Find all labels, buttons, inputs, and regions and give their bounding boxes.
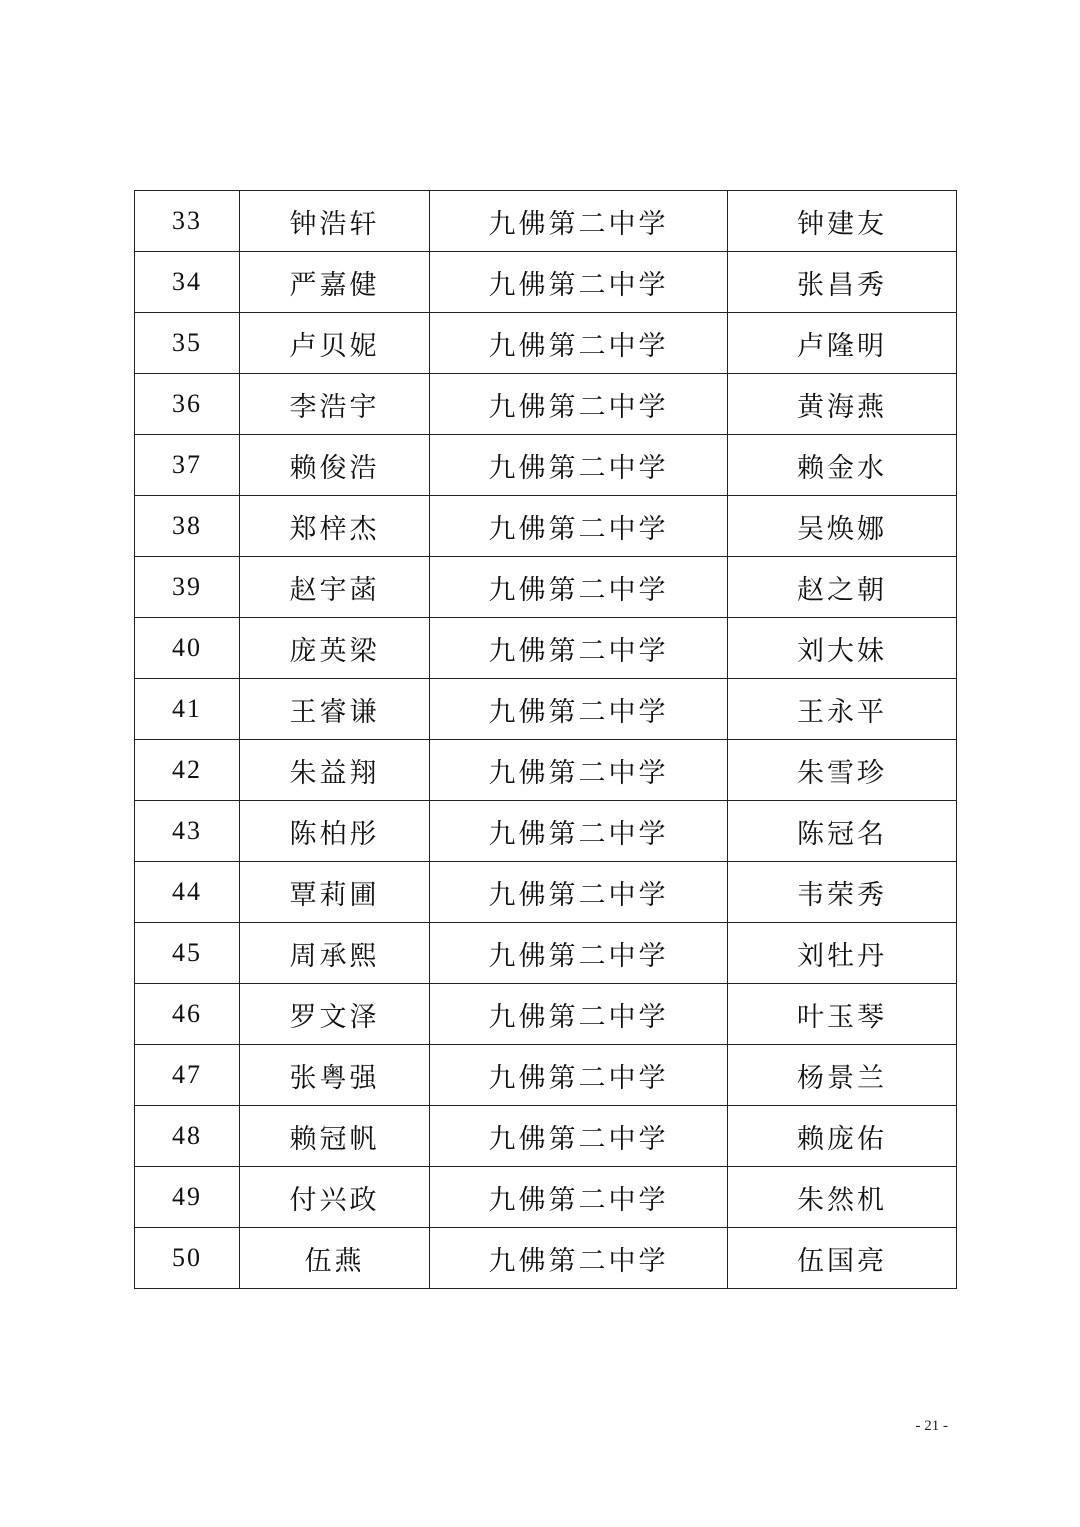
student-name: 赖冠帆 [240,1106,430,1167]
table-row [135,984,957,1045]
row-number: 40 [135,618,240,679]
school-name: 九佛第二中学 [430,679,728,740]
student-name: 赖俊浩 [240,435,430,496]
row-number: 43 [135,801,240,862]
table-row [135,1228,957,1289]
teacher-name: 黄海燕 [728,374,957,435]
row-number: 47 [135,1045,240,1106]
student-name: 赵宇菡 [240,557,430,618]
school-name: 九佛第二中学 [430,740,728,801]
row-number: 33 [135,191,240,252]
table-row [135,618,957,679]
teacher-name: 吴焕娜 [728,496,957,557]
row-number: 49 [135,1167,240,1228]
teacher-name: 朱雪珍 [728,740,957,801]
table-row [135,923,957,984]
row-number: 46 [135,984,240,1045]
row-number: 39 [135,557,240,618]
student-name: 覃莉圃 [240,862,430,923]
school-name: 九佛第二中学 [430,191,728,252]
teacher-name: 陈冠名 [728,801,957,862]
teacher-name: 赵之朝 [728,557,957,618]
teacher-name: 钟建友 [728,191,957,252]
student-name: 钟浩轩 [240,191,430,252]
table-row [135,1045,957,1106]
row-number: 36 [135,374,240,435]
teacher-name: 刘牡丹 [728,923,957,984]
table-row [135,1106,957,1167]
student-name: 朱益翔 [240,740,430,801]
teacher-name: 韦荣秀 [728,862,957,923]
school-name: 九佛第二中学 [430,252,728,313]
school-name: 九佛第二中学 [430,618,728,679]
teacher-name: 朱然机 [728,1167,957,1228]
school-name: 九佛第二中学 [430,923,728,984]
student-name: 王睿谦 [240,679,430,740]
teacher-name: 刘大妹 [728,618,957,679]
table-row [135,313,957,374]
table-row [135,862,957,923]
table-row [135,740,957,801]
school-name: 九佛第二中学 [430,1045,728,1106]
student-name: 张粤强 [240,1045,430,1106]
school-name: 九佛第二中学 [430,435,728,496]
table-row [135,191,957,252]
table-row [135,374,957,435]
school-name: 九佛第二中学 [430,313,728,374]
school-name: 九佛第二中学 [430,1106,728,1167]
row-number: 41 [135,679,240,740]
table-row [135,1167,957,1228]
school-name: 九佛第二中学 [430,557,728,618]
student-name: 付兴政 [240,1167,430,1228]
table-row [135,679,957,740]
student-name: 陈柏彤 [240,801,430,862]
teacher-name: 杨景兰 [728,1045,957,1106]
table-row [135,801,957,862]
page-number: - 21 - [915,1418,948,1434]
teacher-name: 叶玉琴 [728,984,957,1045]
row-number: 34 [135,252,240,313]
student-name: 郑梓杰 [240,496,430,557]
row-number: 38 [135,496,240,557]
teacher-name: 伍国亮 [728,1228,957,1289]
teacher-name: 卢隆明 [728,313,957,374]
row-number: 42 [135,740,240,801]
row-number: 48 [135,1106,240,1167]
roster-table-body [135,191,957,1289]
student-name: 伍燕 [240,1228,430,1289]
table-row [135,496,957,557]
school-name: 九佛第二中学 [430,984,728,1045]
student-name: 严嘉健 [240,252,430,313]
student-name: 李浩宇 [240,374,430,435]
school-name: 九佛第二中学 [430,1167,728,1228]
row-number: 44 [135,862,240,923]
row-number: 35 [135,313,240,374]
teacher-name: 赖金水 [728,435,957,496]
school-name: 九佛第二中学 [430,801,728,862]
student-name: 庞英梁 [240,618,430,679]
row-number: 37 [135,435,240,496]
table-row [135,252,957,313]
table-row [135,557,957,618]
student-name: 罗文泽 [240,984,430,1045]
teacher-name: 赖庞佑 [728,1106,957,1167]
school-name: 九佛第二中学 [430,374,728,435]
table-row [135,435,957,496]
school-name: 九佛第二中学 [430,1228,728,1289]
student-name: 周承熙 [240,923,430,984]
row-number: 50 [135,1228,240,1289]
school-name: 九佛第二中学 [430,862,728,923]
student-roster-table [134,190,957,1289]
school-name: 九佛第二中学 [430,496,728,557]
row-number: 45 [135,923,240,984]
teacher-name: 王永平 [728,679,957,740]
teacher-name: 张昌秀 [728,252,957,313]
student-name: 卢贝妮 [240,313,430,374]
